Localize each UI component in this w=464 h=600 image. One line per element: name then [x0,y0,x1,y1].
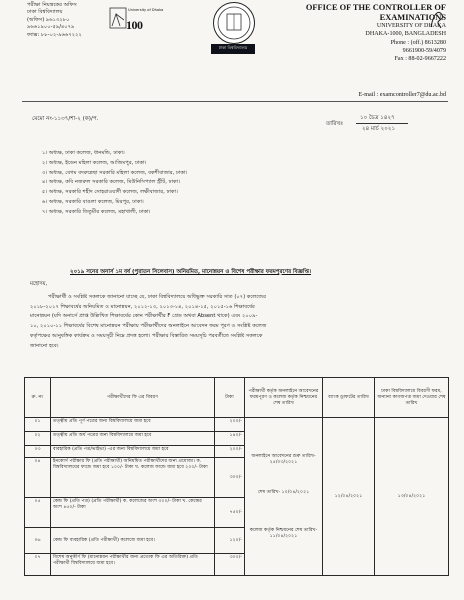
body-line: মানোন্নয়ন (যদি অনার্সে প্রাপ্ত উল্লিখিত শিক্ষাবর্ষের কোন পরীক্ষার্থীর F গ্রেড অথবা Absent থাকে) এবং ২০০৯- [30,313,258,320]
university-name: UNIVERSITY OF DHAKA [376,23,446,30]
column-header-online-deadline: পরীক্ষার্থী কর্তৃক অনলাইনে আবেদনের ফরমপূরণ ও কলেজ কর্তৃক নিশ্চয়নের শেষ তারিখ [245,378,323,418]
seal-caption: ঢাকা বিশ্ববিদ্যালয় [211,44,255,54]
row-description: তত্ত্বীয় প্রতি পূর্ণ পত্রের জন্য বিশ্ববিদ্যালয়ে জমা হবে [51,418,215,432]
office-header-bangla [27,2,82,39]
row-amount: ৩০০/- [215,458,245,498]
row-serial: ০৪ [25,458,51,498]
column-header-description: পরীক্ষার্থীদের ফি এর বিবরণ [51,378,215,418]
date-divider [356,123,408,124]
table-row [25,418,449,432]
body-line: জানানো হবে। [30,342,59,349]
column-header-serial: ক্র. নং [25,378,51,418]
column-header-amount: টাকা [215,378,245,418]
date-bangla: ১০ চৈত্র ১৪২৭ [360,115,395,121]
row-amount: ২০০/- [215,418,245,432]
header-bn-line: ঢাকা বিশ্ববিদ্যালয় [27,9,63,16]
body-line: ২০১৮-২০১৭ শিক্ষাবর্ষের অনিয়মিত ও মানোন্নয়ন, ২০১২-১৩, ২০১৩-১৪, ২০১৪-১৫, ২০১৫-১৬ শিক্ষাবর্ষের [30,303,255,310]
office-header-english [286,3,446,63]
row-serial: ০৬ [25,528,51,554]
row-serial: ০৫ [25,498,51,528]
row-amount: ৭৫০/- [215,498,245,528]
notice-body [30,293,450,351]
row-description: কেন্দ্র ফি ব্যবহারিক (প্রতি পরীক্ষার্থী) কলেজে জমা হবে। [51,528,215,554]
header-bn-line: ফ্যাক্স: ৮৮-০২-৯৬৬৭২২২ [27,31,82,38]
column-header-deposit-date: ঢাকা বিশ্ববিদ্যালয়ে বিবরণী ফরম, অন্যান্য কাগজপত্র জমা দেওয়ার শেষ তারিখ [375,378,449,418]
address: DHAKA-1000, BANGLADESH [365,31,446,38]
row-amount: ৩০০/- [215,554,245,576]
bank-date: ১২/০৪/২০২১ [323,418,375,576]
anniversary-label: University of Dhaka [128,8,164,12]
recipient: ৪। অধ্যক্ষ, কবি নজরুল সরকারি কলেজ, মিউনিসিপ্যাল স্ট্রীট, ঢাকা। [42,179,180,186]
row-description: কেন্দ্র ফি (প্রতি পত্র) (প্রতি পরীক্ষার্থী) ক. কলেজের অংশ ৩০০/- টাকা খ. কেন্দ্রের অংশ ৪৫০/- টাকা [51,498,215,528]
online-deadline-cell [245,418,323,576]
column-header-bank-date: ব্যাংক ড্রাফটের তারিখ [323,378,375,418]
fee-schedule-table [24,377,449,576]
row-amount: ১২০/- [215,528,245,554]
row-description: ইনকোর্স পরীক্ষার ফি (প্রতি পরীক্ষার্থী) অনিয়মিত পরীক্ষার্থীদের জন্য প্রযোজ্য। ক. বিশ্ববিদ্যালয়ের ফান্ডে জমা হবে ১০০/- টাকা খ. কলেজ ফান্ডে জমা হবে ২০০/- টাকা [51,458,215,498]
row-description: তত্ত্বীয় প্রতি অর্ধ পত্রের জন্য বিশ্ববিদ্যালয়ে জমা হবে [51,432,215,446]
header-divider [22,101,448,102]
date-english: ২৪ মার্চ ২০২১ [362,126,396,132]
salutation: মহোদয়, [30,281,48,287]
row-serial: ০৩ [25,446,51,458]
notice-subject: ২০১৯ সনের অনার্স ১ম বর্ষ (পুরাতন সিলেবাস) অনিয়মিত, মানোন্নয়ন ও বিশেষ পরীক্ষার ফরমপূরণের বিজ্ঞপ্তি। [70,269,311,275]
email: E-mail : examcontroller7@du.ac.bd [358,92,446,98]
recipient: ৫। অধ্যক্ষ, সরকারি শহীদ সোহরাওয়ার্দী কলেজ, লক্ষীবাজার, ঢাকা। [42,189,178,196]
recipient: ১। অধ্যক্ষ, ঢাকা কলেজ, ধানমন্ডি, ঢাকা। [42,150,125,156]
anniversary-number: 100 [126,18,143,32]
online-apply-end: শেষ তারিখ- ১০/০৪/২০২১ [257,489,310,495]
body-line: কর্তৃপক্ষের আনুষঙ্গিক কার্যক্রম ও সময়সূচী নিম্নে প্রদত্ত হলো। পরীক্ষার বিস্তারিত সময়সূচি পরবর্তীতে সংশ্লিষ্ট সকলকে [30,332,263,339]
fax: Fax : 88-02-9667222 [394,56,446,62]
header-bn-line: ৯৬৬১৯০০-৫৯/৪০৭৯ [27,24,75,31]
memo-number: মেমো নং-১১৩৭/শা-২ (ক)/প. [32,116,99,122]
row-amount: ১৪০/- [215,432,245,446]
body-line: ১০, ২০১০-১১ শিক্ষাবর্ষের বিশেষ মানোন্নয়ন পরীক্ষায় পরীক্ষার্থীদের অনলাইনে আবেদন ফরম পূরণ ও সংশ্লিষ্ট কলেজ [30,323,267,330]
body-line: পরীক্ষার্থী ও সংশ্লিষ্ট সকলকে জানানো যাচ্ছে যে, ঢাকা বিশ্ববিদ্যালয়ে অধিভুক্ত সরকারি সাত (০৭) কলেজের [48,294,266,300]
centenary-logo [106,6,164,36]
row-description: বিশেষ অনুত্তীর্ণ ফি (মানোন্নয়ন পরীক্ষার্থীর জন্য প্রত্যেক ফি এর অতিরিক্ত) প্রতি পরীক্ষার্থী বিশ্ববিদ্যালয়ে জমা হবে। [51,554,215,576]
college-confirm-end: কলেজ কর্তৃক নিশ্চয়নের শেষ তারিখ- ১১/০৪/২০২১ [249,527,318,539]
row-serial: ০৭ [25,554,51,576]
office-title: OFFICE OF THE CONTROLLER OF [305,3,446,12]
signature-mark-icon [428,7,446,31]
row-description: ব্যবহারিক (প্রতি পত্র/ভাইভা) -এর জন্য বিশ্ববিদ্যালয়ে জমা হবে [51,446,215,458]
recipient: ৩। অধ্যক্ষ, বেগম বদরুন্নেছা সরকারি মহিলা কলেজ, বকশীবাজার, ঢাকা। [42,169,188,176]
seal-emblem-icon [213,2,255,44]
row-serial: ০২ [25,432,51,446]
header-bn-line: পরীক্ষা নিয়ন্ত্রকের অফিস [27,2,77,8]
recipient: ২। অধ্যক্ষ, ইডেন মহিলা কলেজ, আজিমপুর, ঢাকা। [42,159,147,166]
recipient: ৭। অধ্যক্ষ, সরকারি তিতুমীর কলেজ, মহাখালী, ঢাকা। [42,208,151,215]
row-serial: ০১ [25,418,51,432]
office-title: EXAMINATIONS [379,12,446,22]
row-amount: ২০০/- [215,446,245,458]
phone: 9661900-59/4079 [402,47,446,54]
recipient-list [42,149,187,218]
header-bn-line: (অফিস) ৯৬১৩২৮০ [27,16,70,23]
deposit-date: ১৩/০৪/২০২১ [375,418,449,576]
recipient: ৬। অধ্যক্ষ, সরকারি বাঙলা কলেজ, মিরপুর, ঢাকা। [42,198,144,205]
date-label: তারিখঃ [326,121,344,127]
university-seal [211,2,255,58]
online-apply-start: অনলাইনে আবেদনের শুরু তারিখ- ২৫/০৩/২০২১ [251,453,316,465]
phone: Phone : (off.) 8613280 [390,39,446,46]
